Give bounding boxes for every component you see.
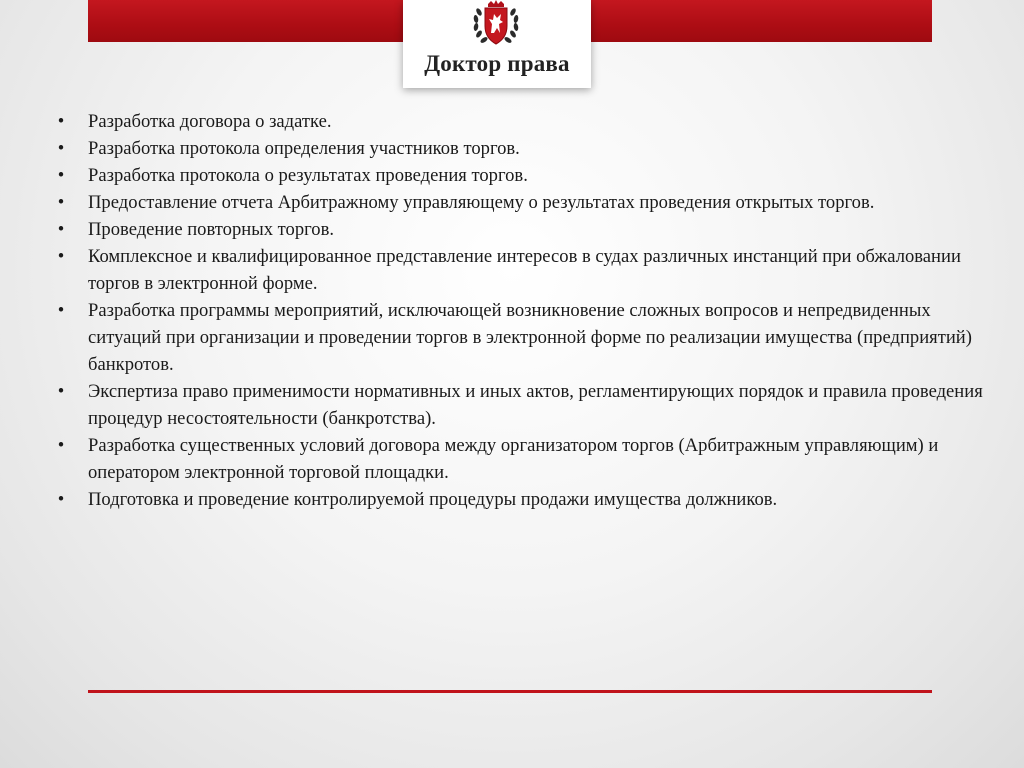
list-item-text: Комплексное и квалифицированное представление интересов в судах различных инстанций при обжаловании торгов в электронной форме.: [88, 246, 961, 294]
list-item-text: Разработка договора о задатке.: [88, 111, 332, 132]
list-item-text: Экспертиза право применимости нормативных и иных актов, регламентирующих порядок и правила проведения процедур несостоятельности (банкротства).: [88, 381, 983, 429]
bullet-marker: •: [57, 489, 65, 510]
list-item: [55, 189, 985, 216]
service-list-section: [55, 108, 985, 513]
list-item-text: Разработка протокола определения участников торгов.: [88, 138, 520, 159]
logo: [403, 0, 591, 88]
bullet-marker: •: [57, 192, 65, 213]
bullet-marker: •: [57, 165, 65, 186]
list-item-text: Подготовка и проведение контролируемой процедуры продажи имущества должников.: [88, 489, 778, 510]
list-item-text: Разработка протокола о результатах проведения торгов.: [88, 165, 528, 186]
list-item-text: Разработка существенных условий договора между организатором торгов (Арбитражным управляющим) и оператором электронной торговой площадки.: [88, 435, 939, 483]
list-item: [55, 432, 985, 486]
list-item-text: Предоставление отчета Арбитражному управляющему о результатах проведения открытых торгов.: [88, 192, 875, 213]
logo-text: Доктор права: [424, 51, 570, 76]
bullet-marker: •: [57, 381, 65, 402]
list-item: [55, 297, 985, 378]
bullet-marker: •: [57, 300, 65, 321]
bullet-list: [55, 108, 985, 513]
list-item: [55, 216, 985, 243]
bullet-marker: •: [57, 435, 65, 456]
list-item: [55, 108, 985, 135]
list-item-text: Проведение повторных торгов.: [88, 219, 335, 240]
list-item: [55, 162, 985, 189]
list-item: [55, 486, 985, 513]
list-item: [55, 243, 985, 297]
bullet-marker: •: [57, 246, 65, 267]
coat-of-arms-icon: [466, 0, 526, 48]
list-item-text: Разработка программы мероприятий, исключающей возникновение сложных вопросов и непредвиденных ситуаций при организации и проведении торгов в электронной форме по реализации имущества (предприятий) банкротов.: [88, 300, 972, 375]
bullet-marker: •: [57, 111, 65, 132]
bullet-marker: •: [57, 219, 65, 240]
list-item: [55, 378, 985, 432]
list-item: [55, 135, 985, 162]
footer-divider: [88, 690, 932, 693]
bullet-marker: •: [57, 138, 65, 159]
